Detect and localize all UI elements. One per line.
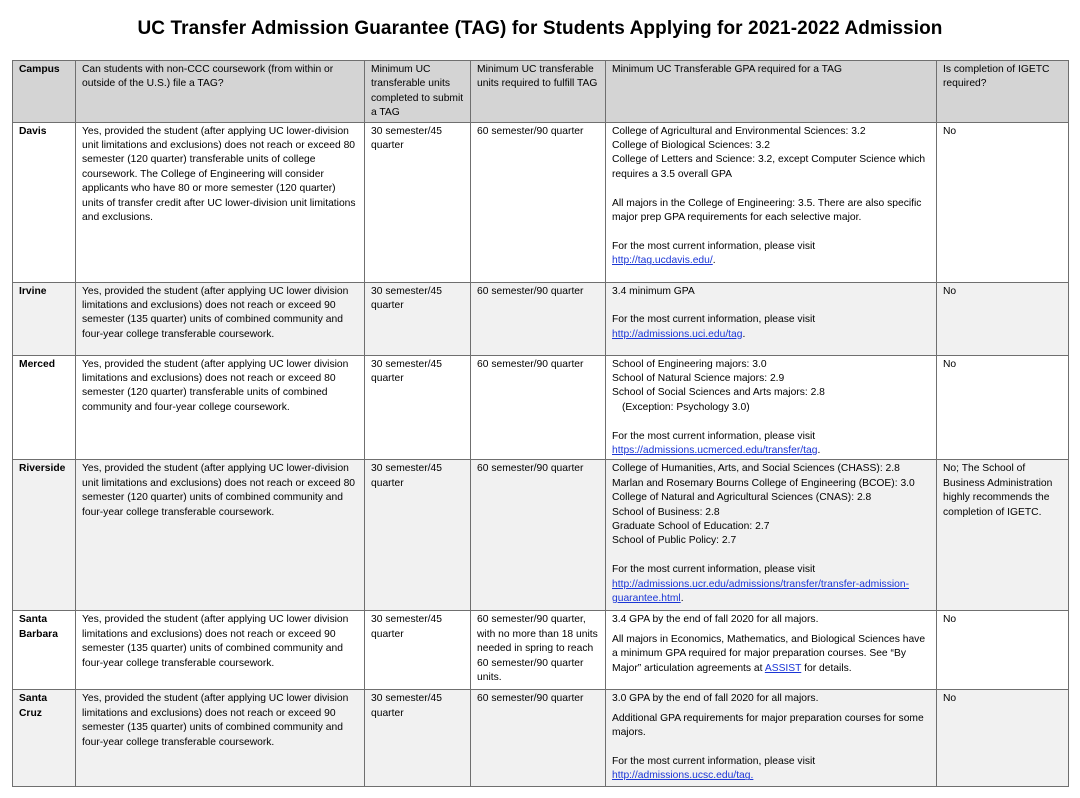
- visit-text: For the most current information, please visit: [612, 756, 816, 768]
- igetc-cell: No: [937, 611, 1069, 690]
- tag-requirements-table: [12, 60, 1069, 787]
- campus-name: Davis: [13, 122, 76, 282]
- gpa-major-note-end: for details.: [804, 662, 852, 674]
- gpa-engineering-note: All majors in the College of Engineering: 3.5. There are also specific major prep GPA requirements for each selective major.: [612, 197, 922, 224]
- column-header-igetc: Is completion of IGETC required?: [937, 61, 1069, 123]
- non-ccc-cell: Yes, provided the student (after applying UC lower division limitations and exclusions) does not reach or exceed 90 semester (135 quarter) units of combined community and four-year college transferable coursework.: [76, 611, 365, 690]
- gpa-line: Marlan and Rosemary Bourns College of Engineering (BCOE): 3.0: [612, 477, 915, 489]
- visit-text: For the most current information, please visit: [612, 430, 816, 442]
- assist-link[interactable]: ASSIST: [764, 662, 802, 674]
- gpa-line: 3.0 GPA by the end of fall 2020 for all majors.: [612, 693, 819, 705]
- gpa-cell: School of Engineering majors: 3.0 School of Natural Science majors: 2.9 School of Social Sciences and Arts majors: 2.8 (Exception: Psychology 3.0) For the most current information, please visit https://admissions.ucmerced.edu/transfer/tag.: [606, 355, 937, 460]
- gpa-cell: College of Humanities, Arts, and Social Sciences (CHASS): 2.8 Marlan and Rosemary Bourns College of Engineering (BCOE): 3.0 College of Natural and Agricultural Sciences (CNAS): 2.8 School of Business: 2.8 Graduate School of Education: 2.7 School of Public Policy: 2.7 For the most current information, please visit http://admissions.ucr.edu/admissions/transfer/transfer-admission-guarantee.html.: [606, 460, 937, 611]
- gpa-line: School of Social Sciences and Arts majors: 2.8: [612, 387, 825, 399]
- min-submit-cell: 30 semester/45 quarter: [365, 122, 471, 282]
- gpa-line: 3.4 minimum GPA: [612, 285, 695, 297]
- column-header-non-ccc: Can students with non-CCC coursework (from within or outside of the U.S.) file a TAG?: [76, 61, 365, 123]
- min-submit-cell: 30 semester/45 quarter: [365, 355, 471, 460]
- riverside-tag-link[interactable]: http://admissions.ucr.edu/admissions/transfer/transfer-admission-guarantee.html: [612, 578, 910, 605]
- min-submit-cell: 30 semester/45 quarter: [365, 611, 471, 690]
- campus-name: Santa Cruz: [13, 690, 76, 787]
- gpa-exception: (Exception: Psychology 3.0): [622, 401, 750, 413]
- gpa-line: College of Agricultural and Environmental Sciences: 3.2: [612, 125, 866, 137]
- page-title: UC Transfer Admission Guarantee (TAG) for Students Applying for 2021-2022 Admission: [137, 18, 943, 39]
- gpa-line: School of Business: 2.8: [612, 506, 720, 518]
- min-submit-cell: 30 semester/45 quarter: [365, 282, 471, 355]
- gpa-line: Graduate School of Education: 2.7: [612, 521, 770, 533]
- gpa-cell: [606, 690, 937, 787]
- gpa-line: College of Letters and Science: 3.2, except Computer Science which requires a 3.5 overall GPA: [612, 154, 926, 180]
- visit-text: For the most current information, please visit: [612, 564, 816, 576]
- header-row: [13, 61, 1069, 123]
- min-fulfill-cell: 60 semester/90 quarter: [471, 690, 606, 787]
- visit-text: For the most current information, please visit: [612, 314, 816, 326]
- gpa-line: School of Natural Science majors: 2.9: [612, 373, 785, 385]
- table-row-santa-cruz: [13, 690, 1069, 787]
- min-fulfill-cell: 60 semester/90 quarter: [471, 122, 606, 282]
- non-ccc-cell: Yes, provided the student (after applying UC lower-division unit limitations and exclusions) does not reach or exceed 80 semester (120 quarter) transferable units of college coursework. The College of Engineering will consider applicants who have 80 or more semester (120 quarter) units of transfer credit after UC lower-division unit limitations and exclusions.: [76, 122, 365, 282]
- gpa-cell: College of Agricultural and Environmental Sciences: 3.2 College of Biological Sciences: 3.2 College of Letters and Science: 3.2, except Computer Science which requires a 3.5 overall GPA All majors in the College of Engineering: 3.5. There are also specific major prep GPA requirements for each selective major. For the most current information, please visit http://tag.ucdavis.edu/.: [606, 122, 937, 282]
- non-ccc-cell: Yes, provided the student (after applying UC lower division limitations and exclusions) does not reach or exceed 80 semester (120 quarter) transferable units of combined community and four-year college coursework.: [76, 355, 365, 460]
- table-row-merced: [13, 355, 1069, 460]
- table-row-davis: [13, 122, 1069, 282]
- gpa-line: College of Natural and Agricultural Sciences (CNAS): 2.8: [612, 492, 872, 504]
- gpa-line: College of Humanities, Arts, and Social Sciences (CHASS): 2.8: [612, 463, 900, 475]
- campus-name: Merced: [13, 355, 76, 460]
- igetc-cell: No: [937, 355, 1069, 460]
- gpa-cell: 3.4 minimum GPA For the most current information, please visit http://admissions.uci.edu/tag.: [606, 282, 937, 355]
- igetc-cell: No; The School of Business Administration highly recommends the completion of IGETC.: [937, 460, 1069, 611]
- gpa-major-note: All majors in Economics, Mathematics, and Biological Sciences have a minimum GPA required for major preparation courses. See “By Major” articulation agreements at: [612, 633, 926, 674]
- table-row-irvine: [13, 282, 1069, 355]
- min-fulfill-cell: 60 semester/90 quarter: [471, 282, 606, 355]
- table-row-santa-barbara: [13, 611, 1069, 690]
- igetc-cell: No: [937, 282, 1069, 355]
- non-ccc-cell: Yes, provided the student (after applying UC lower division limitations and exclusions) does not reach or exceed 90 semester (135 quarter) units of combined community and four-year college transferable coursework.: [76, 690, 365, 787]
- gpa-cell: [606, 611, 937, 690]
- gpa-line: College of Biological Sciences: 3.2: [612, 140, 770, 152]
- column-header-min-fulfill: Minimum UC transferable units required to fulfill TAG: [471, 61, 606, 123]
- campus-name: Irvine: [13, 282, 76, 355]
- igetc-cell: No: [937, 122, 1069, 282]
- min-fulfill-cell: 60 semester/90 quarter, with no more than 18 units needed in spring to reach 60 semester/90 quarter units.: [471, 611, 606, 690]
- gpa-line: 3.4 GPA by the end of fall 2020 for all majors.: [612, 614, 819, 626]
- visit-text: For the most current information, please visit: [612, 240, 816, 252]
- column-header-min-gpa: Minimum UC Transferable GPA required for a TAG: [606, 61, 937, 123]
- min-submit-cell: 30 semester/45 quarter: [365, 690, 471, 787]
- campus-name: Santa Barbara: [13, 611, 76, 690]
- gpa-major-note: Additional GPA requirements for major preparation courses for some majors.: [612, 712, 924, 739]
- campus-name: Riverside: [13, 460, 76, 611]
- column-header-min-submit: Minimum UC transferable units completed to submit a TAG: [365, 61, 471, 123]
- column-header-campus: Campus: [13, 61, 76, 123]
- irvine-tag-link[interactable]: http://admissions.uci.edu/tag: [612, 328, 743, 340]
- gpa-line: School of Engineering majors: 3.0: [612, 358, 767, 370]
- gpa-line: School of Public Policy: 2.7: [612, 535, 737, 547]
- igetc-cell: No: [937, 690, 1069, 787]
- min-submit-cell: 30 semester/45 quarter: [365, 460, 471, 611]
- davis-tag-link[interactable]: http://tag.ucdavis.edu/: [612, 255, 713, 267]
- min-fulfill-cell: 60 semester/90 quarter: [471, 460, 606, 611]
- non-ccc-cell: Yes, provided the student (after applying UC lower-division unit limitations and exclusions) does not reach or exceed 80 semester (120 quarter) units of combined community and four-year college transferable coursework.: [76, 460, 365, 611]
- santa-cruz-tag-link[interactable]: http://admissions.ucsc.edu/tag.: [612, 770, 754, 782]
- min-fulfill-cell: 60 semester/90 quarter: [471, 355, 606, 460]
- merced-tag-link[interactable]: https://admissions.ucmerced.edu/transfer/tag: [612, 445, 818, 457]
- non-ccc-cell: Yes, provided the student (after applying UC lower division limitations and exclusions) does not reach or exceed 90 semester (135 quarter) units of combined community and four-year college transferable coursework.: [76, 282, 365, 355]
- table-row-riverside: [13, 460, 1069, 611]
